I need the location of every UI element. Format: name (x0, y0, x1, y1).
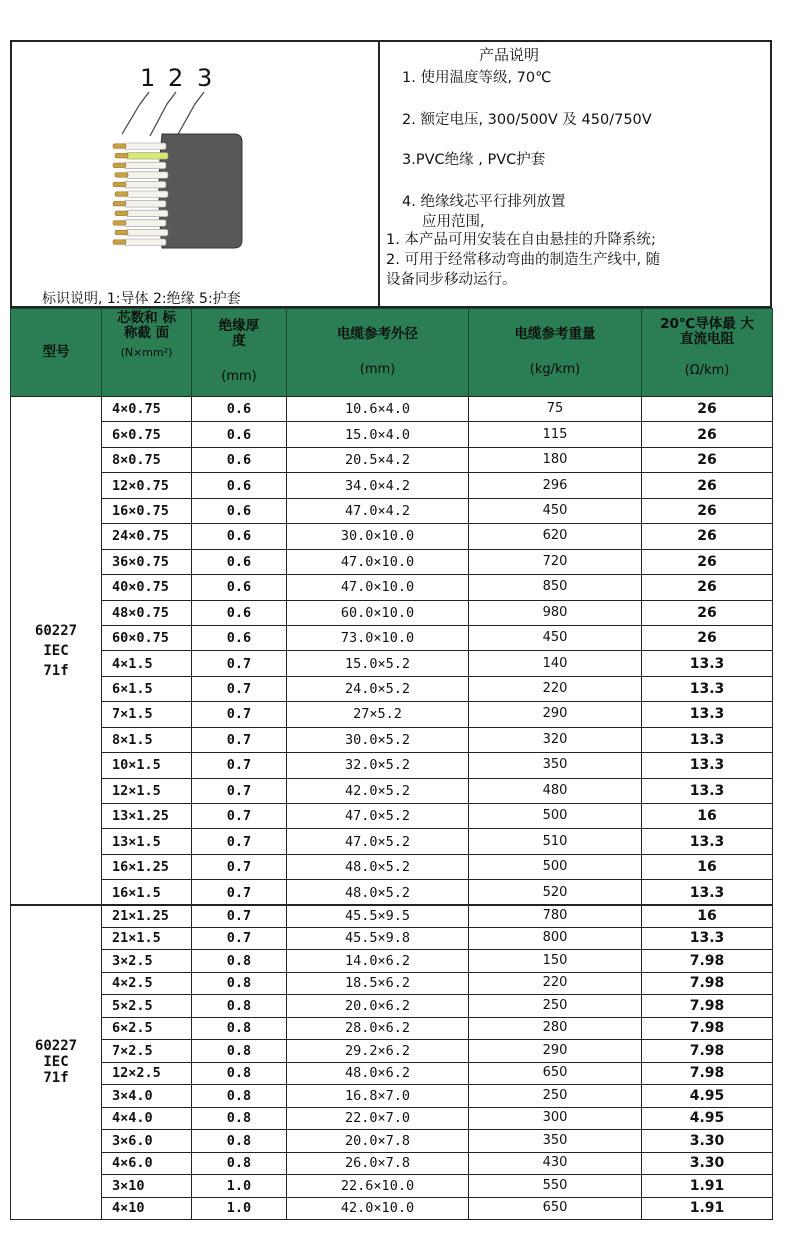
max-resistance: 26 (642, 625, 773, 650)
reference-weight: 350 (469, 753, 642, 778)
reference-weight: 450 (469, 498, 642, 523)
insulation-thickness: 0.6 (192, 549, 287, 574)
core-spec: 3×6.0 (102, 1130, 192, 1153)
reference-weight: 220 (469, 676, 642, 701)
info-line: 应用范围, (422, 214, 485, 230)
info-line: 3.PVC绝缘 , PVC护套 (402, 152, 546, 168)
core-spec: 12×1.5 (102, 778, 192, 803)
core-spec: 21×1.5 (102, 927, 192, 950)
outer-diameter: 18.5×6.2 (287, 972, 469, 995)
table-row (11, 1085, 773, 1108)
insulation-thickness: 0.7 (192, 829, 287, 854)
max-resistance: 26 (642, 397, 773, 422)
max-resistance: 16 (642, 854, 773, 879)
max-resistance: 26 (642, 447, 773, 472)
outer-diameter: 47.0×5.2 (287, 804, 469, 829)
insulation-thickness: 0.6 (192, 625, 287, 650)
header-unit: (kg/km) (529, 362, 581, 377)
outer-diameter: 15.0×4.0 (287, 422, 469, 447)
table-row (11, 1062, 773, 1085)
reference-weight: 620 (469, 524, 642, 549)
outer-diameter: 45.5×9.5 (287, 905, 469, 928)
table-row (11, 1040, 773, 1063)
max-resistance: 26 (642, 600, 773, 625)
reference-weight: 510 (469, 829, 642, 854)
col-resistance (642, 309, 773, 397)
conductor (113, 240, 126, 245)
insulation-thickness: 0.8 (192, 1152, 287, 1175)
table-row (11, 950, 773, 973)
info-line: 4. 绝缘线芯平行排列放置 (402, 194, 566, 210)
max-resistance: 13.3 (642, 753, 773, 778)
info-title: 产品说明 (479, 46, 540, 64)
flat-cable-illustration (12, 42, 378, 282)
table-row (11, 778, 773, 803)
outer-diameter: 48.0×5.2 (287, 880, 469, 905)
insulation-thickness: 0.7 (192, 727, 287, 752)
max-resistance: 7.98 (642, 972, 773, 995)
core-spec: 40×0.75 (102, 575, 192, 600)
max-resistance: 26 (642, 575, 773, 600)
reference-weight: 180 (469, 447, 642, 472)
max-resistance: 7.98 (642, 1040, 773, 1063)
label-3: 3 (197, 64, 213, 92)
max-resistance: 3.30 (642, 1130, 773, 1153)
outer-diameter: 47.0×4.2 (287, 498, 469, 523)
conductor (115, 230, 128, 235)
outer-diameter: 73.0×10.0 (287, 625, 469, 650)
table-row (11, 1152, 773, 1175)
insulation-thickness: 0.6 (192, 524, 287, 549)
core-spec: 36×0.75 (102, 549, 192, 574)
model-cell: 60227 IEC 71f (11, 905, 102, 1220)
max-resistance: 7.98 (642, 1017, 773, 1040)
core-spec: 6×2.5 (102, 1017, 192, 1040)
table-row (11, 397, 773, 422)
outer-diameter: 60.0×10.0 (287, 600, 469, 625)
core-spec: 7×1.5 (102, 702, 192, 727)
max-resistance: 16 (642, 905, 773, 928)
outer-diameter: 29.2×6.2 (287, 1040, 469, 1063)
max-resistance: 26 (642, 498, 773, 523)
label-2: 2 (168, 64, 184, 92)
legend: 标识说明, 1:导体 2:绝缘 5:护套 (42, 291, 241, 307)
conductor (113, 221, 126, 226)
outer-diameter: 30.0×5.2 (287, 727, 469, 752)
insulation-thickness: 0.8 (192, 1017, 287, 1040)
core-spec: 60×0.75 (102, 625, 192, 650)
outer-diameter: 48.0×6.2 (287, 1062, 469, 1085)
col-cores (102, 309, 192, 397)
header-unit: (Ω/km) (684, 363, 730, 378)
table-row (11, 524, 773, 549)
core-spec: 8×1.5 (102, 727, 192, 752)
info-line: 1. 使用温度等级, 70℃ (402, 70, 552, 86)
max-resistance: 13.3 (642, 727, 773, 752)
outer-diameter: 47.0×10.0 (287, 549, 469, 574)
outer-diameter: 27×5.2 (287, 702, 469, 727)
insulation-core (124, 239, 166, 246)
conductor (113, 144, 126, 149)
spec-table-group-2 (10, 904, 773, 1220)
col-diameter (287, 309, 469, 397)
label-1: 1 (140, 64, 156, 92)
insulation-core (124, 162, 166, 169)
insulation-thickness: 0.7 (192, 702, 287, 727)
table-row (11, 575, 773, 600)
core-spec: 12×2.5 (102, 1062, 192, 1085)
reference-weight: 250 (469, 1085, 642, 1108)
outer-diameter: 45.5×9.8 (287, 927, 469, 950)
reference-weight: 220 (469, 972, 642, 995)
core-spec: 5×2.5 (102, 995, 192, 1018)
max-resistance: 13.3 (642, 676, 773, 701)
table-row (11, 549, 773, 574)
core-spec: 16×1.5 (102, 880, 192, 905)
max-resistance: 1.91 (642, 1197, 773, 1220)
reference-weight: 520 (469, 880, 642, 905)
col-model (11, 309, 102, 397)
info-line: 2. 可用于经常移动弯曲的制造生产线中, 随 (386, 252, 661, 268)
table-row (11, 727, 773, 752)
max-resistance: 7.98 (642, 950, 773, 973)
insulation-thickness: 0.6 (192, 575, 287, 600)
info-line: 2. 额定电压, 300/500V 及 450/750V (402, 112, 652, 128)
col-weight (469, 309, 642, 397)
core-spec: 13×1.25 (102, 804, 192, 829)
core-spec: 4×10 (102, 1197, 192, 1220)
max-resistance: 13.3 (642, 702, 773, 727)
insulation-core (126, 191, 168, 198)
insulation-core (126, 153, 168, 160)
core-spec: 10×1.5 (102, 753, 192, 778)
insulation-thickness: 0.7 (192, 905, 287, 928)
core-spec: 4×6.0 (102, 1152, 192, 1175)
table-row (11, 753, 773, 778)
core-spec: 24×0.75 (102, 524, 192, 549)
table-row (11, 447, 773, 472)
insulation-core (124, 201, 166, 208)
insulation-thickness: 0.7 (192, 778, 287, 803)
table-row (11, 1197, 773, 1220)
conductor (113, 201, 126, 206)
insulation-core (126, 210, 168, 217)
insulation-thickness: 0.8 (192, 1040, 287, 1063)
header-label: 电缆参考重量 (514, 326, 596, 342)
core-spec: 4×2.5 (102, 972, 192, 995)
table-row (11, 854, 773, 879)
reference-weight: 300 (469, 1107, 642, 1130)
outer-diameter: 47.0×5.2 (287, 829, 469, 854)
max-resistance: 3.30 (642, 1152, 773, 1175)
core-spec: 3×4.0 (102, 1085, 192, 1108)
max-resistance: 1.91 (642, 1175, 773, 1198)
reference-weight: 115 (469, 422, 642, 447)
outer-diameter: 42.0×5.2 (287, 778, 469, 803)
conductor (115, 211, 128, 216)
outer-diameter: 48.0×5.2 (287, 854, 469, 879)
outer-diameter: 42.0×10.0 (287, 1197, 469, 1220)
reference-weight: 550 (469, 1175, 642, 1198)
insulation-thickness: 1.0 (192, 1175, 287, 1198)
core-spec: 4×0.75 (102, 397, 192, 422)
core-spec: 8×0.75 (102, 447, 192, 472)
table-row (11, 625, 773, 650)
insulation-thickness: 0.8 (192, 995, 287, 1018)
table-row (11, 702, 773, 727)
insulation-thickness: 0.8 (192, 1062, 287, 1085)
header-unit: (N×mm²) (120, 346, 173, 359)
insulation-core (124, 143, 166, 150)
header-label: 绝缘厚 度 (218, 318, 260, 349)
max-resistance: 13.3 (642, 880, 773, 905)
core-spec: 48×0.75 (102, 600, 192, 625)
insulation-thickness: 0.6 (192, 498, 287, 523)
cable-diagram (12, 42, 380, 308)
insulation-thickness: 0.6 (192, 600, 287, 625)
insulation-thickness: 0.7 (192, 880, 287, 905)
core-spec: 3×2.5 (102, 950, 192, 973)
insulation-thickness: 0.7 (192, 651, 287, 676)
spec-table-group-1 (10, 396, 773, 906)
table-row (11, 1175, 773, 1198)
core-spec: 16×0.75 (102, 498, 192, 523)
reference-weight: 350 (469, 1130, 642, 1153)
outer-diameter: 20.0×6.2 (287, 995, 469, 1018)
reference-weight: 290 (469, 702, 642, 727)
table-row (11, 422, 773, 447)
table-row (11, 1130, 773, 1153)
max-resistance: 7.98 (642, 1062, 773, 1085)
core-spec: 21×1.25 (102, 905, 192, 928)
table-row (11, 600, 773, 625)
reference-weight: 250 (469, 995, 642, 1018)
outer-diameter: 32.0×5.2 (287, 753, 469, 778)
reference-weight: 296 (469, 473, 642, 498)
insulation-thickness: 1.0 (192, 1197, 287, 1220)
insulation-core (126, 172, 168, 179)
max-resistance: 7.98 (642, 995, 773, 1018)
table-row (11, 972, 773, 995)
table-row (11, 829, 773, 854)
reference-weight: 75 (469, 397, 642, 422)
outer-diameter: 28.0×6.2 (287, 1017, 469, 1040)
insulation-thickness: 0.8 (192, 950, 287, 973)
outer-diameter: 20.5×4.2 (287, 447, 469, 472)
reference-weight: 780 (469, 905, 642, 928)
core-spec: 6×0.75 (102, 422, 192, 447)
insulation-thickness: 0.8 (192, 972, 287, 995)
header-label: 芯数和 标称截 面 (117, 310, 176, 341)
outer-diameter: 26.0×7.8 (287, 1152, 469, 1175)
table-row (11, 1107, 773, 1130)
reference-weight: 150 (469, 950, 642, 973)
outer-diameter: 22.0×7.0 (287, 1107, 469, 1130)
reference-weight: 980 (469, 600, 642, 625)
max-resistance: 4.95 (642, 1107, 773, 1130)
core-spec: 16×1.25 (102, 854, 192, 879)
core-spec: 12×0.75 (102, 473, 192, 498)
conductor (115, 153, 128, 158)
insulation-thickness: 0.6 (192, 422, 287, 447)
reference-weight: 650 (469, 1062, 642, 1085)
info-line: 1. 本产品可用安装在自由悬挂的升降系统; (386, 232, 656, 248)
table-row (11, 905, 773, 928)
outer-diameter: 22.6×10.0 (287, 1175, 469, 1198)
reference-weight: 320 (469, 727, 642, 752)
reference-weight: 500 (469, 854, 642, 879)
reference-weight: 280 (469, 1017, 642, 1040)
table-row (11, 473, 773, 498)
insulation-core (124, 181, 166, 188)
max-resistance: 13.3 (642, 927, 773, 950)
max-resistance: 26 (642, 549, 773, 574)
header-unit: (mm) (359, 362, 396, 377)
max-resistance: 16 (642, 804, 773, 829)
reference-weight: 850 (469, 575, 642, 600)
reference-weight: 480 (469, 778, 642, 803)
outer-diameter: 20.0×7.8 (287, 1130, 469, 1153)
reference-weight: 430 (469, 1152, 642, 1175)
insulation-thickness: 0.8 (192, 1085, 287, 1108)
insulation-thickness: 0.7 (192, 854, 287, 879)
outer-diameter: 16.8×7.0 (287, 1085, 469, 1108)
outer-diameter: 24.0×5.2 (287, 676, 469, 701)
insulation-thickness: 0.7 (192, 927, 287, 950)
col-insulation (192, 309, 287, 397)
table-row (11, 880, 773, 905)
conductor (115, 173, 128, 178)
insulation-thickness: 0.7 (192, 753, 287, 778)
outer-diameter: 14.0×6.2 (287, 950, 469, 973)
insulation-thickness: 0.7 (192, 676, 287, 701)
table-row (11, 498, 773, 523)
conductor (113, 163, 126, 168)
core-spec: 7×2.5 (102, 1040, 192, 1063)
max-resistance: 13.3 (642, 829, 773, 854)
insulation-thickness: 0.8 (192, 1130, 287, 1153)
outer-diameter: 34.0×4.2 (287, 473, 469, 498)
max-resistance: 26 (642, 473, 773, 498)
reference-weight: 720 (469, 549, 642, 574)
table-row (11, 651, 773, 676)
core-spec: 6×1.5 (102, 676, 192, 701)
outer-diameter: 10.6×4.0 (287, 397, 469, 422)
max-resistance: 26 (642, 524, 773, 549)
insulation-thickness: 0.6 (192, 397, 287, 422)
table-row (11, 995, 773, 1018)
table-row (11, 676, 773, 701)
header-label: 20℃导体最 大直流电阻 (660, 316, 754, 347)
table-row (11, 1017, 773, 1040)
insulation-thickness: 0.6 (192, 473, 287, 498)
reference-weight: 800 (469, 927, 642, 950)
insulation-core (124, 220, 166, 227)
spec-table-header (10, 308, 773, 397)
product-panel (10, 40, 772, 308)
outer-diameter: 30.0×10.0 (287, 524, 469, 549)
max-resistance: 4.95 (642, 1085, 773, 1108)
reference-weight: 450 (469, 625, 642, 650)
header-unit: (mm) (221, 369, 257, 384)
table-row (11, 927, 773, 950)
header-label: 电缆参考外径 (337, 326, 418, 342)
reference-weight: 140 (469, 651, 642, 676)
product-description (380, 42, 772, 308)
max-resistance: 13.3 (642, 651, 773, 676)
insulation-thickness: 0.7 (192, 804, 287, 829)
max-resistance: 13.3 (642, 778, 773, 803)
header-label: 型号 (42, 344, 70, 360)
insulation-thickness: 0.6 (192, 447, 287, 472)
table-row (11, 804, 773, 829)
model-cell: 60227 IEC 71f (11, 397, 102, 906)
outer-diameter: 47.0×10.0 (287, 575, 469, 600)
core-spec: 13×1.5 (102, 829, 192, 854)
core-spec: 3×10 (102, 1175, 192, 1198)
reference-weight: 500 (469, 804, 642, 829)
insulation-thickness: 0.8 (192, 1107, 287, 1130)
max-resistance: 26 (642, 422, 773, 447)
core-spec: 4×4.0 (102, 1107, 192, 1130)
reference-weight: 290 (469, 1040, 642, 1063)
insulation-core (126, 229, 168, 236)
info-line: 设备同步移动运行。 (386, 272, 517, 288)
conductor (115, 192, 128, 197)
conductor (113, 182, 126, 187)
core-spec: 4×1.5 (102, 651, 192, 676)
reference-weight: 650 (469, 1197, 642, 1220)
outer-diameter: 15.0×5.2 (287, 651, 469, 676)
